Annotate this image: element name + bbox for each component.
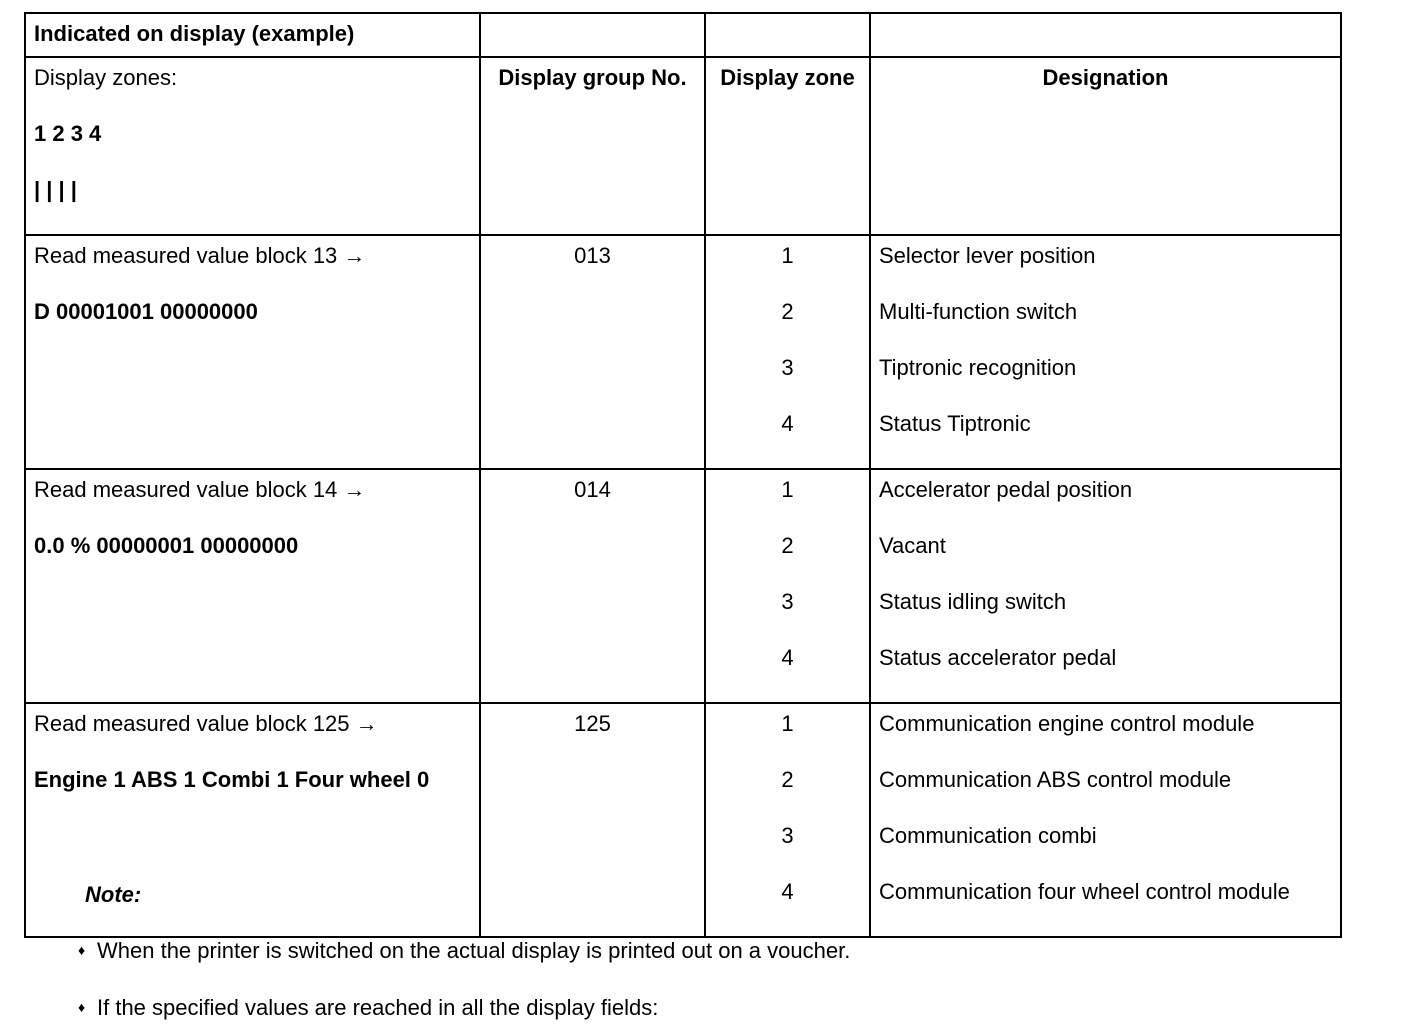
note-item bbox=[78, 994, 658, 1021]
read-block-label: Read measured value block 13 → bbox=[34, 243, 366, 268]
designation: Communication ABS control module bbox=[879, 767, 1232, 792]
table-row bbox=[25, 703, 1341, 937]
designation: Accelerator pedal position bbox=[879, 477, 1133, 502]
designation: Status idling switch bbox=[879, 589, 1067, 614]
note-item bbox=[78, 937, 850, 964]
table-title-row bbox=[25, 13, 1341, 57]
read-block-label: Read measured value block 14 → bbox=[34, 477, 366, 502]
designation-cell bbox=[870, 235, 1341, 469]
display-zones-numbers: 1 2 3 4 bbox=[34, 121, 102, 146]
designation-cell bbox=[870, 469, 1341, 703]
zone-number: 4 bbox=[781, 645, 794, 670]
display-zones-header-cell bbox=[25, 57, 480, 235]
display-value: D 00001001 00000000 bbox=[34, 299, 258, 324]
designation-header-cell bbox=[870, 57, 1341, 235]
zone-number: 1 bbox=[781, 477, 794, 502]
zone-number: 2 bbox=[781, 767, 794, 792]
table-row bbox=[25, 469, 1341, 703]
display-group-header: Display group No. bbox=[498, 65, 687, 90]
zone-number: 1 bbox=[781, 711, 794, 736]
display-zone-header: Display zone bbox=[720, 65, 855, 90]
zone-number: 1 bbox=[781, 243, 794, 268]
group-no: 014 bbox=[574, 477, 611, 502]
group-no-cell bbox=[480, 469, 705, 703]
note-item-text: When the printer is switched on the actual display is printed out on a voucher. bbox=[97, 938, 851, 963]
note-item-text: If the specified values are reached in all the display fields: bbox=[97, 995, 659, 1020]
zone-number: 3 bbox=[781, 355, 794, 380]
table-title: Indicated on display (example) bbox=[34, 21, 355, 46]
designation: Tiptronic recognition bbox=[879, 355, 1077, 380]
zone-number: 2 bbox=[781, 533, 794, 558]
empty-cell bbox=[705, 13, 870, 57]
zone-number: 3 bbox=[781, 823, 794, 848]
table-row bbox=[25, 235, 1341, 469]
diamond-bullet-icon: ♦ bbox=[78, 942, 86, 958]
display-zone-header-cell bbox=[705, 57, 870, 235]
designation: Multi-function switch bbox=[879, 299, 1078, 324]
measured-value-table bbox=[24, 12, 1342, 938]
zone-number: 4 bbox=[781, 879, 794, 904]
designation-cell bbox=[870, 703, 1341, 937]
display-value: Engine 1 ABS 1 Combi 1 Four wheel 0 bbox=[34, 767, 430, 792]
diamond-bullet-icon: ♦ bbox=[78, 999, 86, 1015]
designation: Vacant bbox=[879, 533, 946, 558]
zone-cell bbox=[705, 703, 870, 937]
designation: Communication four wheel control module bbox=[879, 879, 1290, 904]
table-title-cell bbox=[25, 13, 480, 57]
display-value: 0.0 % 00000001 00000000 bbox=[34, 533, 299, 558]
designation: Selector lever position bbox=[879, 243, 1096, 268]
group-no: 013 bbox=[574, 243, 611, 268]
group-no-cell bbox=[480, 235, 705, 469]
designation: Communication engine control module bbox=[879, 711, 1255, 736]
group-no: 125 bbox=[574, 711, 611, 736]
display-group-header-cell bbox=[480, 57, 705, 235]
zone-number: 2 bbox=[781, 299, 794, 324]
zone-number: 3 bbox=[781, 589, 794, 614]
group-no-cell bbox=[480, 703, 705, 937]
designation-header: Designation bbox=[1042, 65, 1169, 90]
empty-cell bbox=[480, 13, 705, 57]
note-label: Note: bbox=[85, 882, 142, 907]
zone-cell bbox=[705, 469, 870, 703]
designation: Communication combi bbox=[879, 823, 1097, 848]
display-zones-label: Display zones: bbox=[34, 65, 178, 90]
zone-cell bbox=[705, 235, 870, 469]
empty-cell bbox=[870, 13, 1341, 57]
block-reading-cell bbox=[25, 469, 480, 703]
designation: Status accelerator pedal bbox=[879, 645, 1117, 670]
read-block-label: Read measured value block 125 → bbox=[34, 711, 378, 736]
zone-number: 4 bbox=[781, 411, 794, 436]
block-reading-cell bbox=[25, 235, 480, 469]
designation: Status Tiptronic bbox=[879, 411, 1031, 436]
display-zones-markers: | | | | bbox=[34, 177, 77, 202]
header-row bbox=[25, 57, 1341, 235]
